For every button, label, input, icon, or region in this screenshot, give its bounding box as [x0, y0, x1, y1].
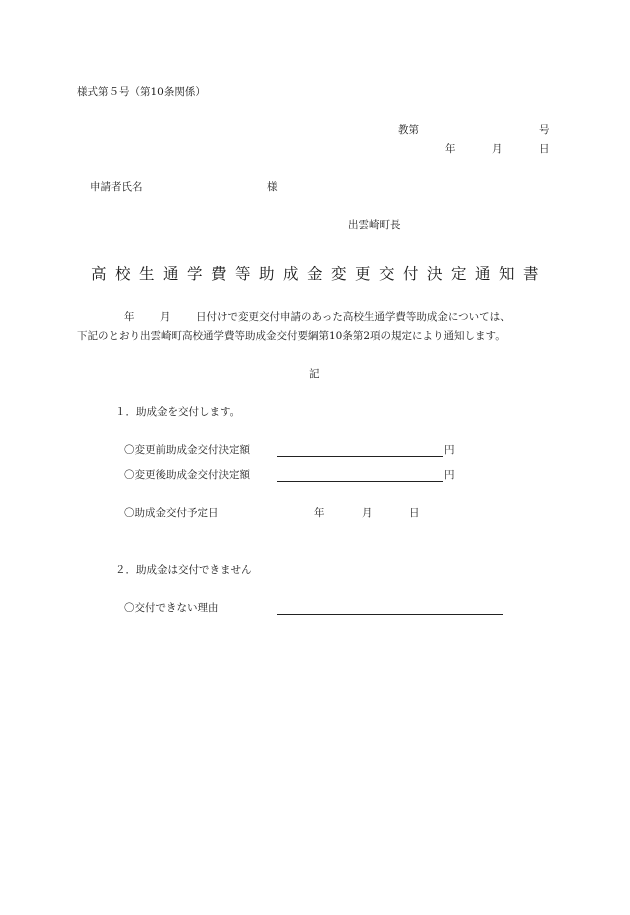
- doc-number-prefix: 教第: [398, 124, 419, 136]
- scheduled-date-label: 〇助成金交付予定日: [124, 507, 219, 519]
- issuer-name: 出雲崎町長: [348, 219, 401, 231]
- header-date-month: 月: [492, 143, 503, 155]
- pre-change-amount-unit: 円: [444, 444, 455, 456]
- applicant-name-label: 申請者氏名: [90, 181, 143, 193]
- refusal-reason-label: 〇交付できない理由: [124, 602, 219, 614]
- body-line2: 下記のとおり出雲崎町高校通学費等助成金交付要綱第10条第2項の規定により通知します。: [77, 330, 506, 342]
- scheduled-date-month: 月: [362, 507, 373, 519]
- section1-heading: １．助成金を交付します。: [115, 406, 241, 418]
- post-change-amount-unit: 円: [444, 469, 455, 481]
- form-number: 様式第５号（第10条関係）: [77, 86, 206, 98]
- post-change-amount-label: 〇変更後助成金交付決定額: [124, 469, 250, 481]
- body-line1: 日付けで変更交付申請のあった高校生通学費等助成金については、: [196, 311, 511, 323]
- body-month: 月: [160, 311, 171, 323]
- applicant-honorific: 様: [267, 181, 278, 193]
- post-change-amount-blank: [277, 481, 443, 482]
- body-year: 年: [124, 311, 135, 323]
- header-date-day: 日: [539, 143, 550, 155]
- header-date-year: 年: [445, 143, 456, 155]
- ki-label: 記: [309, 368, 320, 380]
- doc-number-suffix: 号: [539, 124, 550, 136]
- section2-heading: ２．助成金は交付できません: [115, 564, 252, 576]
- refusal-reason-blank: [277, 614, 503, 615]
- document-title: 高校生通学費等助成金変更交付決定通知書: [90, 265, 547, 283]
- scheduled-date-year: 年: [314, 507, 325, 519]
- pre-change-amount-label: 〇変更前助成金交付決定額: [124, 444, 250, 456]
- scheduled-date-day: 日: [409, 507, 420, 519]
- pre-change-amount-blank: [277, 456, 443, 457]
